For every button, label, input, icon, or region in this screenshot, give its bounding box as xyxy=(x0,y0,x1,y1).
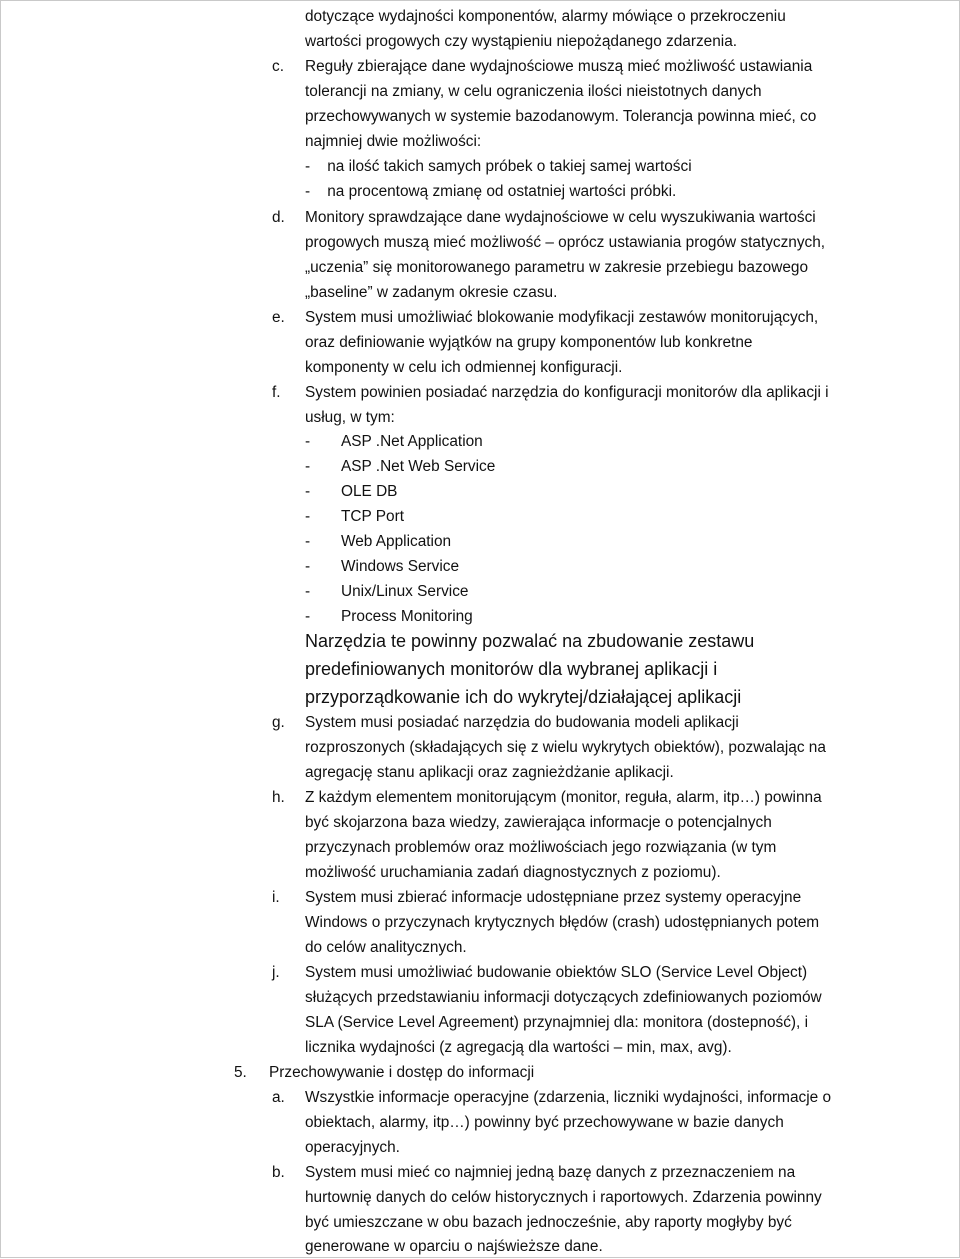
text-line: „uczenia” się monitorowanego parametru w zakresie przebiegu bazowego xyxy=(305,259,809,276)
section-number: 5. xyxy=(234,1064,247,1081)
dash-bullet: - xyxy=(305,508,311,525)
text-line: - na ilość takich samych próbek o takiej samej wartości xyxy=(305,158,692,175)
text-line: obiektach, alarmy, itp…) powinny być przechowywane w bazie danych xyxy=(305,1114,784,1131)
text-line: System musi posiadać narzędzia do budowania modeli aplikacji xyxy=(305,714,739,731)
dash-bullet: - xyxy=(305,608,311,625)
text-line: Wszystkie informacje operacyjne (zdarzenia, liczniki wydajności, informacje o xyxy=(305,1089,832,1106)
sub-item: Web Application xyxy=(341,533,452,550)
list-marker: c. xyxy=(272,58,284,75)
text-line: być skojarzona baza wiedzy, zawierająca informacje o potencjalnych xyxy=(305,814,772,831)
list-marker: i. xyxy=(272,889,280,906)
text-line: rozproszonych (składających się z wielu wykrytych obiektów), pozwalając na xyxy=(305,739,826,756)
list-marker: e. xyxy=(272,309,285,326)
sub-item: TCP Port xyxy=(341,508,405,525)
text-line: System musi mieć co najmniej jedną bazę danych z przeznaczeniem na xyxy=(305,1164,796,1181)
dash-bullet: - xyxy=(305,533,311,550)
text-line: SLA (Service Level Agreement) przynajmniej dla: monitora (dostepność), i xyxy=(305,1014,808,1031)
list-marker: a. xyxy=(272,1089,285,1106)
list-marker: f. xyxy=(272,384,281,401)
note-line: predefiniowanych monitorów dla wybranej aplikacji i xyxy=(305,659,718,679)
text-line: „baseline” w zadanym okresie czasu. xyxy=(305,284,558,301)
text-line: licznika wydajności (z agregacją dla wartości – min, max, avg). xyxy=(305,1039,732,1056)
dash-bullet: - xyxy=(305,583,311,600)
dash-bullet: - xyxy=(305,433,311,450)
text-line: służących przedstawianiu informacji dotyczących zdefiniowanych poziomów xyxy=(305,989,822,1006)
text-line: możliwość uruchamiania zadań diagnostycznych z poziomu). xyxy=(305,864,721,881)
list-marker: b. xyxy=(272,1164,285,1181)
text-line: progowych muszą mieć możliwość – oprócz ustawiania progów statycznych, xyxy=(305,234,826,251)
note-line: Narzędzia te powinny pozwalać na zbudowanie zestawu xyxy=(305,631,755,651)
text-line: - na procentową zmianę od ostatniej wartości próbki. xyxy=(305,183,677,200)
dash-bullet: - xyxy=(305,558,311,575)
text-line: Z każdym elementem monitorującym (monitor, reguła, alarm, itp…) powinna xyxy=(305,789,822,806)
text-line: przyczynach problemów oraz możliwościach jego rozwiązania (w tym xyxy=(305,839,777,856)
text-line: usług, w tym: xyxy=(305,409,395,426)
text-line: System musi umożliwiać blokowanie modyfikacji zestawów monitorujących, xyxy=(305,309,819,326)
list-marker: d. xyxy=(272,209,285,226)
text-line: wartości progowych czy wystąpieniu niepożądanego zdarzenia. xyxy=(305,33,738,50)
note-line: przyporządkowanie ich do wykrytej/działającej aplikacji xyxy=(305,687,742,707)
dash-bullet: - xyxy=(305,483,311,500)
sub-item: Unix/Linux Service xyxy=(341,583,469,600)
text-line: System powinien posiadać narzędzia do konfiguracji monitorów dla aplikacji i xyxy=(305,384,829,401)
text-line: System musi zbierać informacje udostępniane przez systemy operacyjne xyxy=(305,889,802,906)
list-marker: j. xyxy=(272,964,280,981)
text-line: operacyjnych. xyxy=(305,1139,400,1156)
sub-item: Process Monitoring xyxy=(341,608,473,625)
text-line: do celów analitycznych. xyxy=(305,939,467,956)
text-line: komponenty w celu ich odmiennej konfiguracji. xyxy=(305,359,623,376)
sub-item: OLE DB xyxy=(341,483,398,500)
text-line: tolerancji na zmiany, w celu ograniczenia ilości nieistotnych danych xyxy=(305,83,762,100)
text-line: Monitory sprawdzające dane wydajnościowe w celu wyszukiwania wartości xyxy=(305,209,816,226)
text-line: hurtownię danych do celów historycznych i raportowych. Zdarzenia powinny xyxy=(305,1189,822,1206)
text-line: generowane w oparciu o najświeższe dane. xyxy=(305,1238,603,1255)
sub-item: ASP .Net Application xyxy=(341,433,483,450)
text-line: przechowywanych w systemie bazodanowym. Tolerancja powinna mieć, co xyxy=(305,108,817,125)
list-marker: g. xyxy=(272,714,285,731)
text-line: najmniej dwie możliwości: xyxy=(305,133,482,150)
sub-item: Windows Service xyxy=(341,558,460,575)
text-line: być umieszczane w obu bazach jednocześnie, aby raporty mogłyby być xyxy=(305,1214,792,1231)
dash-bullet: - xyxy=(305,458,311,475)
list-marker: h. xyxy=(272,789,285,806)
text-line: Windows o przyczynach krytycznych błędów (crash) udostępnianych potem xyxy=(305,914,820,931)
text-line: oraz definiowanie wyjątków na grupy komponentów lub konkretne xyxy=(305,334,753,351)
section-title: Przechowywanie i dostęp do informacji xyxy=(269,1064,535,1081)
text-line: System musi umożliwiać budowanie obiektów SLO (Service Level Object) xyxy=(305,964,808,981)
text-line: Reguły zbierające dane wydajnościowe muszą mieć możliwość ustawiania xyxy=(305,58,813,75)
sub-item: ASP .Net Web Service xyxy=(341,458,496,475)
text-line: agregację stanu aplikacji oraz zagnieżdżanie aplikacji. xyxy=(305,764,674,781)
text-line: dotyczące wydajności komponentów, alarmy mówiące o przekroczeniu xyxy=(305,8,786,25)
